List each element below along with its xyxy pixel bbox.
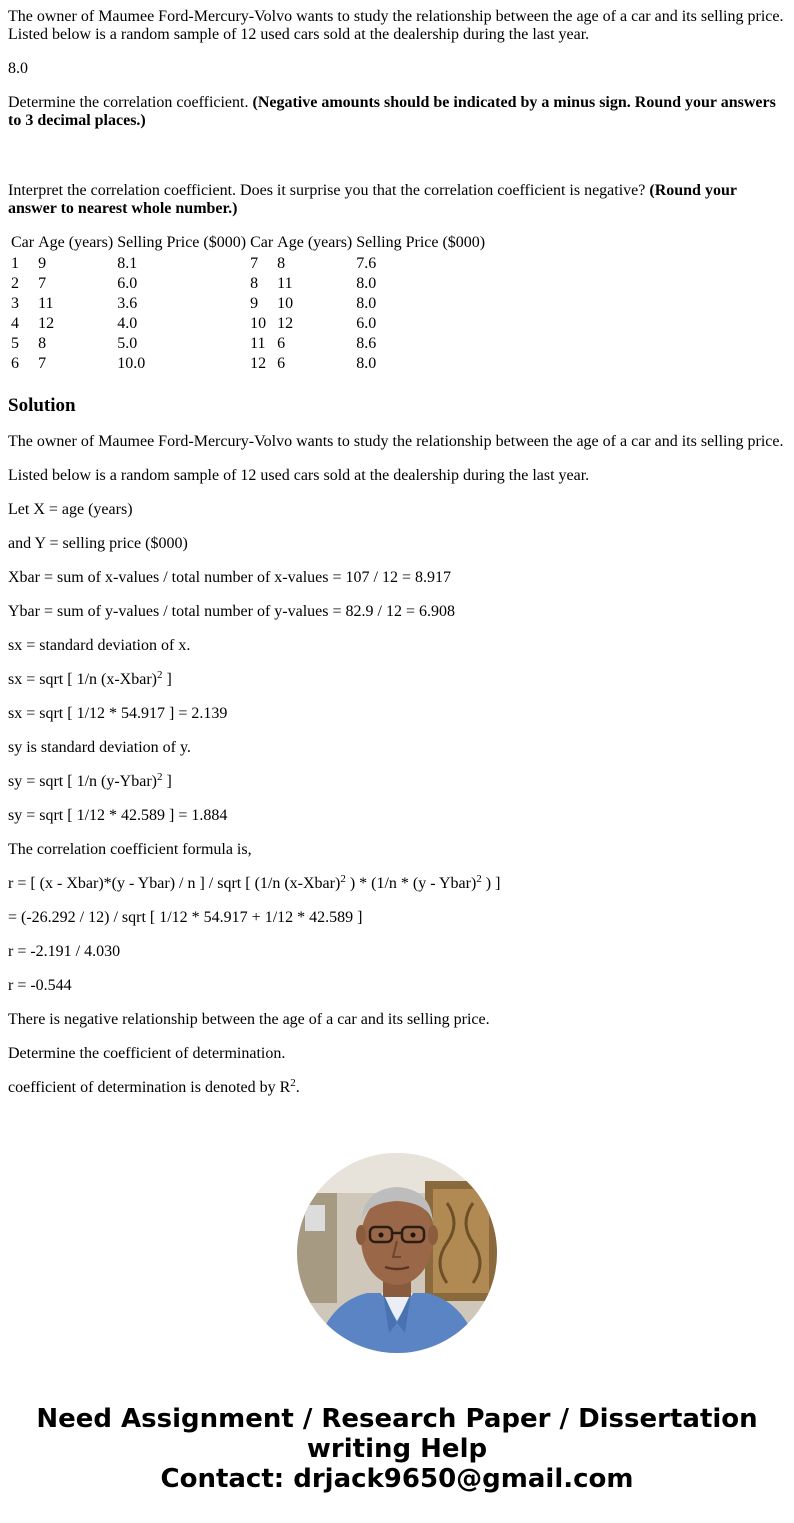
table-cell: 6 [277,335,286,352]
table-cell: 12 [250,355,267,372]
author-avatar [297,1153,497,1353]
determination-intro: Determine the coefficient of determination. [8,1045,286,1062]
solution-line: and Y = selling price ($000) [8,535,188,552]
r-step-2: r = -2.191 / 4.030 [8,943,121,960]
solution-heading: Solution [8,395,76,416]
question-interpret-text: Interpret the correlation coefficient. Does it surprise you that the correlation coefficient is negative? [8,182,650,199]
question-value-line: 8.0 [8,60,28,77]
table-row [10,315,486,333]
question-intro: The owner of Maumee Ford-Mercury-Volvo wants to study the relationship between the age of a car and its selling price. Listed below is a random sample of 12 used cars sold at the dealership during the last year. [8,8,784,43]
r-formula-part: ) ] [481,875,501,892]
table-cell: 6 [11,355,19,372]
sy-definition: sy is standard deviation of y. [8,739,191,756]
table-cell: 12 [38,315,55,332]
table-cell: 8 [38,335,47,352]
sy-formula [8,773,786,791]
footer-line: Need Assignment / Research Paper / Dissertation [36,1404,758,1434]
r-formula-part: ) * (1/n * (y - Ybar) [345,875,477,892]
solution-line: The owner of Maumee Ford-Mercury-Volvo wants to study the relationship between the age of a car and its selling price. [8,433,784,450]
table-cell: 10.0 [117,355,146,372]
superscript: 2 [290,1077,296,1089]
superscript: 2 [476,873,482,885]
table-header-row [10,234,486,253]
table-row [10,255,486,273]
question-interpret [8,182,786,218]
solution-line: Ybar = sum of y-values / total number of y-values = 82.9 / 12 = 6.908 [8,603,455,620]
table-cell: 3 [11,295,19,312]
superscript: 2 [157,771,163,783]
table-cell: 6 [277,355,286,372]
table-cell: 12 [277,315,294,332]
table-cell: 8.0 [356,295,377,312]
table-cell: 8.0 [356,355,377,372]
avatar-photo-illustration [297,1153,497,1353]
footer-advertisement [0,1404,794,1494]
table-cell: 6.0 [356,315,377,332]
table-cell: 8.6 [356,335,377,352]
question-interpret-note: (Round your answer to nearest whole number.) [8,182,737,217]
table-header-cell: Selling Price ($000) [356,234,486,251]
table-cell: 11 [38,295,54,312]
table-cell: 7 [250,255,259,272]
solution-line: Listed below is a random sample of 12 used cars sold at the dealership during the last year. [8,467,590,484]
r-step-1: = (-26.292 / 12) / sqrt [ 1/12 * 54.917 + 1/12 * 42.589 ] [8,909,363,926]
superscript: 2 [340,873,346,885]
solution-line: sx = standard deviation of x. [8,637,191,654]
car-data-table [8,232,488,375]
question-determine-note: (Negative amounts should be indicated by a minus sign. Round your answers to 3 decimal places.) [8,94,776,129]
table-cell: 6.0 [117,275,138,292]
r-formula-part: r = [ (x - Xbar)*(y - Ybar) / n ] / sqrt [ (1/n (x-Xbar) [8,875,341,892]
table-row [10,295,486,313]
table-header-cell: Car [250,234,274,251]
table-cell: 4 [11,315,19,332]
table-cell: 7.6 [356,255,377,272]
determination-denoted [8,1079,786,1097]
table-cell: 2 [11,275,19,292]
sy-formula-close: ] [162,773,172,790]
sy-value: sy = sqrt [ 1/12 * 42.589 ] = 1.884 [8,807,228,824]
table-cell: 1 [11,255,19,272]
footer-line: writing Help [306,1434,488,1464]
table-row [10,335,486,353]
determination-text: coefficient of determination is denoted by R [8,1079,291,1096]
table-cell: 9 [38,255,47,272]
table-row [10,275,486,293]
table-cell: 11 [250,335,266,352]
sx-formula-text: sx = sqrt [ 1/n (x-Xbar) [8,671,157,688]
table-cell: 5 [11,335,19,352]
table-cell: 8.1 [117,255,138,272]
solution-line: Xbar = sum of x-values / total number of x-values = 107 / 12 = 8.917 [8,569,451,586]
table-row [10,355,486,373]
table-header-cell: Selling Price ($000) [117,234,247,251]
sx-value: sx = sqrt [ 1/12 * 54.917 ] = 2.139 [8,705,228,722]
table-cell: 9 [250,295,259,312]
question-determine [8,94,786,130]
table-header-cell: Age (years) [277,234,353,251]
table-cell: 8 [277,255,286,272]
table-cell: 7 [38,275,47,292]
table-cell: 5.0 [117,335,138,352]
solution-body [8,433,786,1097]
solution-line: Let X = age (years) [8,501,133,518]
table-header-cell: Age (years) [38,234,114,251]
table-cell: 8.0 [356,275,377,292]
superscript: 2 [157,669,163,681]
r-formula [8,875,786,893]
table-cell: 7 [38,355,47,372]
table-cell: 8 [250,275,259,292]
r-intro: The correlation coefficient formula is, [8,841,252,858]
sx-formula [8,671,786,689]
table-header-cell: Car [11,234,35,251]
table-cell: 10 [250,315,267,332]
footer-contact: Contact: drjack9650@gmail.com [160,1464,634,1494]
table-cell: 11 [277,275,293,292]
r-result: r = -0.544 [8,977,72,994]
determination-period: . [295,1079,300,1096]
question-determine-text: Determine the correlation coefficient. [8,94,253,111]
table-cell: 10 [277,295,294,312]
table-cell: 3.6 [117,295,138,312]
r-interpretation: There is negative relationship between the age of a car and its selling price. [8,1011,490,1028]
sy-formula-text: sy = sqrt [ 1/n (y-Ybar) [8,773,157,790]
table-cell: 4.0 [117,315,138,332]
sx-formula-close: ] [162,671,172,688]
